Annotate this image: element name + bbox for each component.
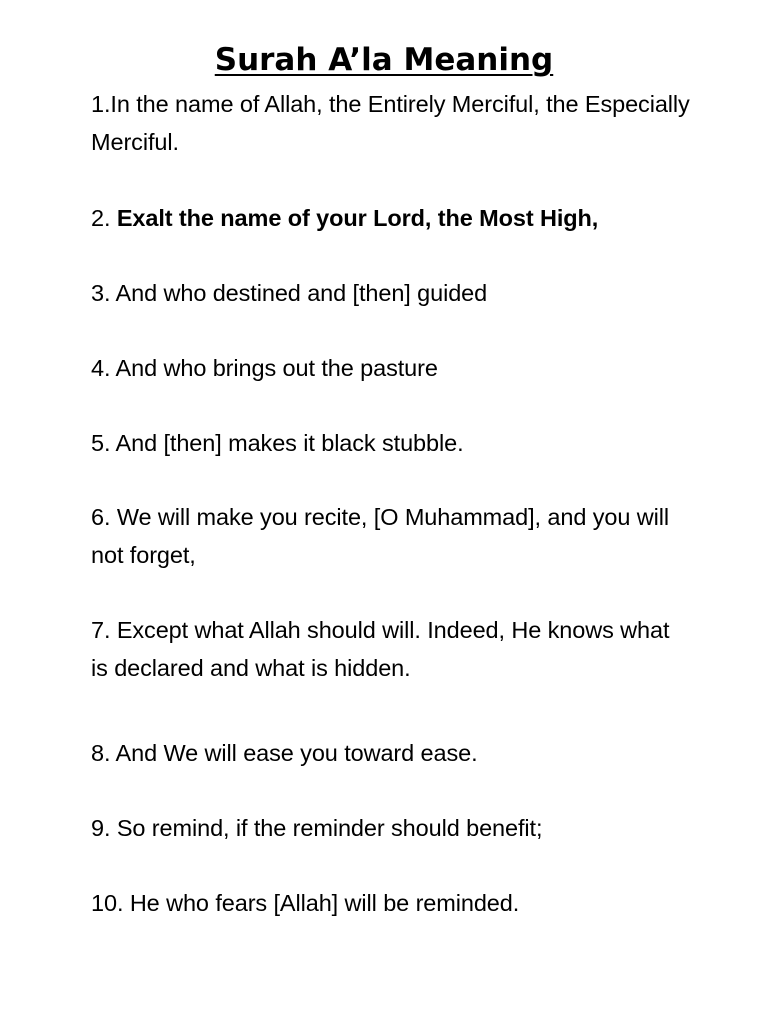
verse-text: And who destined and [then] guided <box>115 280 488 306</box>
verse-8 <box>91 735 691 773</box>
verse-text: In the name of Allah, the Entirely Merciful, the Especially Merciful. <box>91 91 690 155</box>
verse-number: 5. <box>91 430 116 456</box>
verse-2 <box>91 200 691 238</box>
verse-text: Exalt the name of your Lord, the Most High, <box>116 205 599 231</box>
verse-5 <box>91 425 691 463</box>
verse-number: 1. <box>91 91 111 117</box>
verse-number: 4. <box>91 355 116 381</box>
verse-text: And who brings out the pasture <box>115 355 438 381</box>
page-title: Surah A’la Meaning <box>214 42 554 78</box>
verse-number: 3. <box>91 280 116 306</box>
verse-9 <box>91 810 691 848</box>
verse-7 <box>91 612 691 687</box>
verse-text: We will make you recite, [O Muhammad], and you will not forget, <box>91 504 669 568</box>
verse-text: And [then] makes it black stubble. <box>115 430 464 456</box>
verse-number: 10. <box>91 890 130 916</box>
verse-10 <box>91 885 691 923</box>
verse-number: 7. <box>91 617 117 643</box>
verse-text: Except what Allah should will. Indeed, He knows what is declared and what is hidden. <box>91 617 670 681</box>
verse-4 <box>91 350 691 388</box>
verse-text: So remind, if the reminder should benefit; <box>116 815 543 841</box>
verse-number: 8. <box>91 740 116 766</box>
verse-3 <box>91 275 691 313</box>
verse-text: He who fears [Allah] will be reminded. <box>129 890 520 916</box>
verse-number: 6. <box>91 504 117 530</box>
verse-number: 9. <box>91 815 117 841</box>
verse-text: And We will ease you toward ease. <box>115 740 478 766</box>
verse-number: 2. <box>91 205 117 231</box>
verse-1 <box>91 86 691 161</box>
verse-6 <box>91 499 691 574</box>
